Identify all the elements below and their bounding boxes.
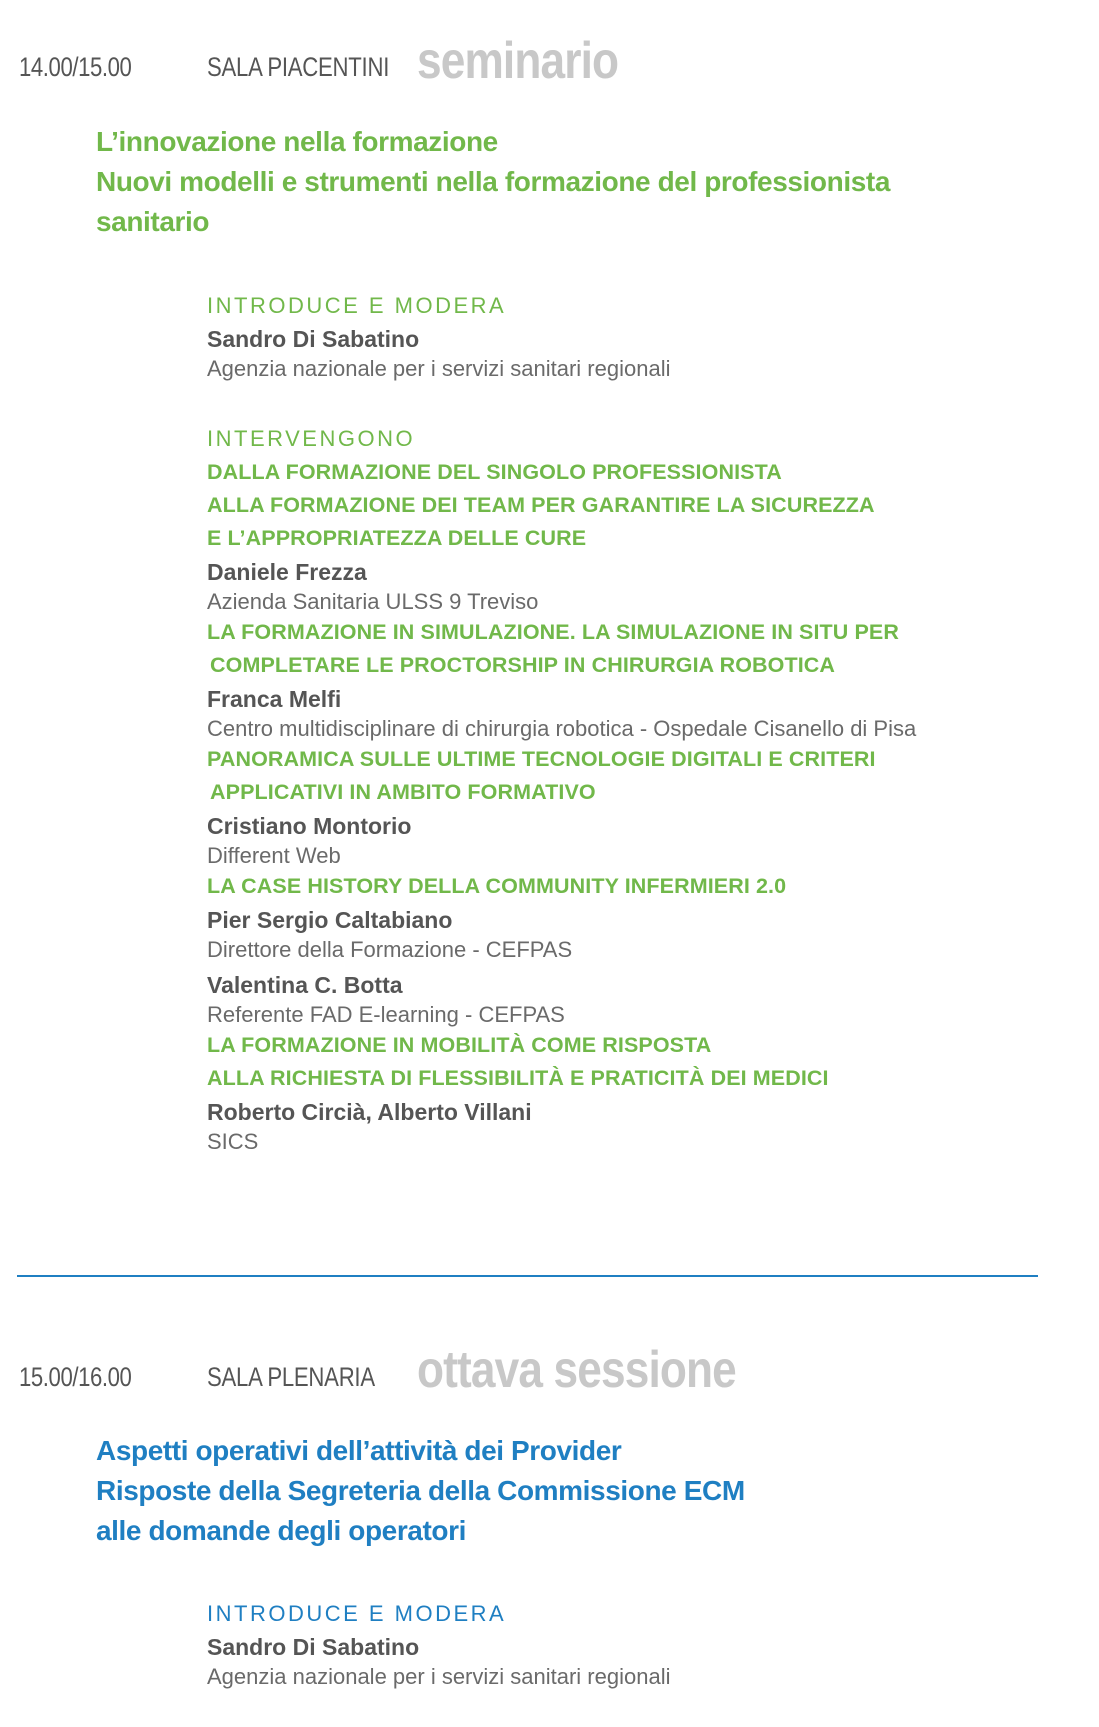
speaker-affiliation: Direttore della Formazione - CEFPAS — [207, 937, 573, 962]
session1-title-line: L’innovazione nella formazione — [96, 126, 498, 157]
session2-title — [96, 1431, 745, 1551]
speaker-name: Roberto Circià, Alberto Villani — [207, 1099, 532, 1125]
speaker-affiliation: SICS — [207, 1129, 259, 1154]
session1-time: 14.00/15.00 — [19, 52, 132, 82]
talk-title-line: LA FORMAZIONE IN SIMULAZIONE. LA SIMULAZIONE IN SITU PER — [207, 620, 899, 644]
talk-title-line: DALLA FORMAZIONE DEL SINGOLO PROFESSIONISTA — [207, 460, 782, 484]
session1-title-line: Nuovi modelli e strumenti nella formazione del professionista — [96, 166, 890, 197]
session1-title-line: sanitario — [96, 206, 210, 237]
session1-type: seminario — [417, 32, 619, 90]
speaker-name: Cristiano Montorio — [207, 813, 412, 839]
speaker-affiliation: Azienda Sanitaria ULSS 9 Treviso — [207, 589, 539, 614]
speaker-affiliation: Different Web — [207, 843, 341, 868]
talk — [207, 616, 1027, 743]
speaker-name: Daniele Frezza — [207, 559, 367, 585]
talk-title-line: LA FORMAZIONE IN MOBILITÀ COME RISPOSTA — [207, 1033, 712, 1057]
speaker-name: Franca Melfi — [207, 686, 342, 712]
moderator-label: INTRODUCE E MODERA — [207, 1601, 507, 1626]
session2-title-line: Risposte della Segreteria della Commissione ECM — [96, 1475, 745, 1506]
talk — [207, 1029, 1027, 1156]
session1-moderator — [207, 293, 1027, 383]
speakers-label: INTERVENGONO — [207, 426, 416, 451]
moderator-label: INTRODUCE E MODERA — [207, 293, 507, 318]
section-divider — [17, 1275, 1038, 1277]
moderator-name: Sandro Di Sabatino — [207, 1634, 420, 1660]
talk-title-line: COMPLETARE LE PROCTORSHIP IN CHIRURGIA ROBOTICA — [210, 653, 836, 677]
session2-type: ottava sessione — [417, 1341, 736, 1399]
talk-title-line: APPLICATIVI IN AMBITO FORMATIVO — [210, 780, 596, 804]
moderator-name: Sandro Di Sabatino — [207, 326, 420, 352]
speaker-name: Pier Sergio Caltabiano — [207, 907, 453, 933]
speaker-name: Valentina C. Botta — [207, 972, 403, 998]
talk-title-line: ALLA RICHIESTA DI FLESSIBILITÀ E PRATICITÀ DEI MEDICI — [207, 1066, 829, 1090]
session1-room: SALA PIACENTINI — [207, 52, 390, 82]
talk-title-line: ALLA FORMAZIONE DEI TEAM PER GARANTIRE LA SICUREZZA — [207, 493, 875, 517]
moderator-affiliation: Agenzia nazionale per i servizi sanitari regionali — [207, 1664, 671, 1689]
talk — [207, 870, 1027, 1029]
speaker-affiliation: Referente FAD E-learning - CEFPAS — [207, 1002, 565, 1027]
session2-room: SALA PLENARIA — [207, 1362, 375, 1392]
session2-moderator — [207, 1601, 1027, 1691]
session1-title — [96, 122, 890, 242]
session2-title-line: Aspetti operativi dell’attività dei Provider — [96, 1435, 622, 1466]
speaker-affiliation: Centro multidisciplinare di chirurgia robotica - Ospedale Cisanello di Pisa — [207, 716, 917, 741]
session1-speakers — [207, 426, 1027, 1156]
talk — [207, 456, 1027, 616]
talk — [207, 743, 1027, 870]
talk-title-line: LA CASE HISTORY DELLA COMMUNITY INFERMIERI 2.0 — [207, 874, 787, 898]
talk-title-line: PANORAMICA SULLE ULTIME TECNOLOGIE DIGITALI E CRITERI — [207, 747, 876, 771]
session2-time: 15.00/16.00 — [19, 1362, 132, 1392]
moderator-affiliation: Agenzia nazionale per i servizi sanitari regionali — [207, 356, 671, 381]
session2-title-line: alle domande degli operatori — [96, 1515, 466, 1546]
talk-title-line: E L’APPROPRIATEZZA DELLE CURE — [207, 526, 587, 550]
